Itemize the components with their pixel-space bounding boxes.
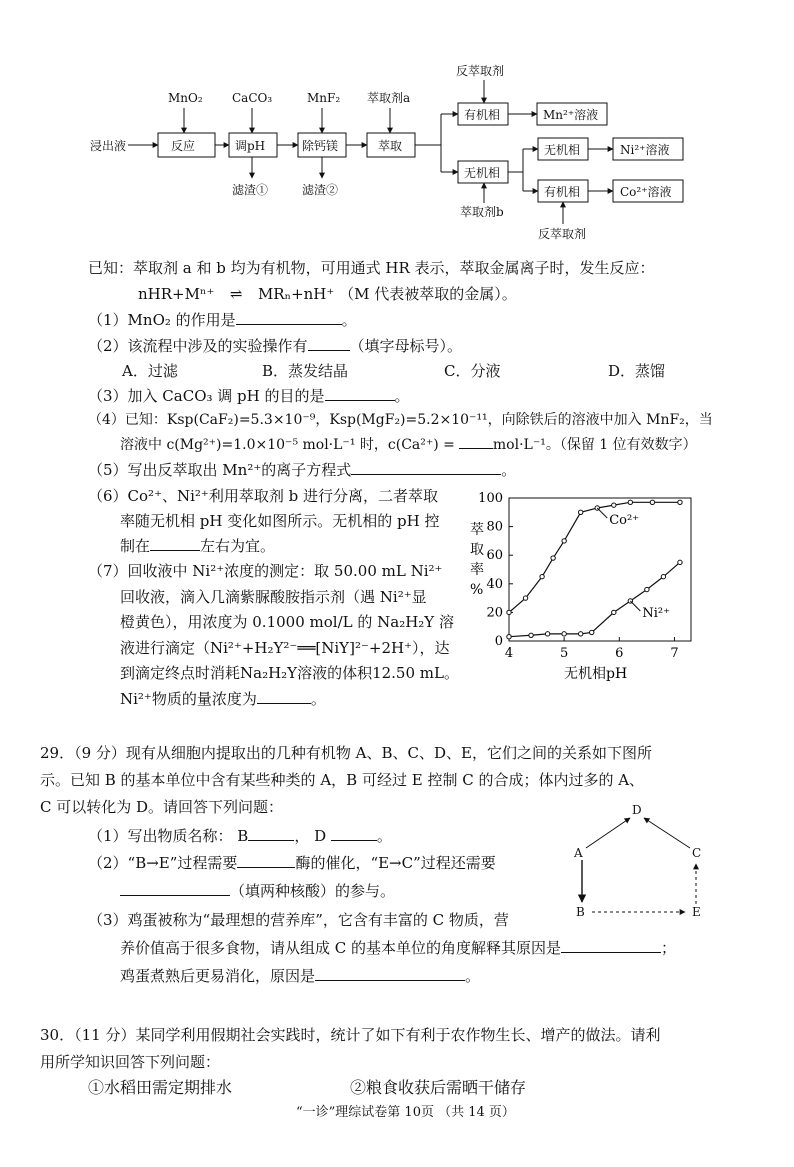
answer-blank[interactable]	[120, 881, 230, 896]
option-a: A．过滤	[122, 362, 178, 380]
q29-2a	[88, 853, 496, 873]
data-point	[612, 503, 616, 507]
box-extraction: 萃取	[378, 139, 403, 153]
organic-phase-box-2: 有机相	[544, 185, 581, 199]
x-tick-label: 6	[615, 646, 624, 661]
data-point	[529, 633, 533, 637]
q28-7f: Ni²⁺物质的量浓度为 。	[120, 690, 326, 708]
co-solution-box: Co²⁺溶液	[620, 185, 672, 199]
equation-right: MRₙ+nH⁺	[257, 285, 335, 303]
answer-blank[interactable]	[308, 336, 350, 351]
box-remove-ca-mg: 除钙镁	[302, 139, 339, 153]
data-point	[612, 610, 616, 614]
data-point	[551, 556, 555, 560]
series-label-leader	[597, 508, 607, 518]
x-tick-label: 5	[560, 646, 569, 661]
inorganic-phase-box-2: 无机相	[544, 143, 581, 157]
q28-7c: 橙黄色），用浓度为 0.1000 mol/L 的 Na₂H₂Y 溶	[120, 613, 454, 631]
q28-6c-text: 制在	[120, 537, 151, 555]
answer-blank[interactable]	[561, 938, 661, 953]
q28-4b-tail: mol·L⁻¹。（保留 1 位有效数字）	[492, 437, 697, 453]
inorganic-phase-box: 无机相	[464, 166, 501, 180]
node-d: D	[632, 803, 642, 817]
answer-blank[interactable]	[325, 386, 395, 401]
relation-diagram	[570, 800, 720, 925]
y-tick-label: 20	[486, 605, 503, 621]
answer-blank[interactable]	[257, 689, 311, 704]
q29-1-text: （1）写出物质名称： B	[88, 827, 249, 845]
q28-7f-text: Ni²⁺物质的量浓度为	[120, 690, 257, 708]
q28-1: （1）MnO₂ 的作用是 。	[88, 311, 357, 329]
data-point	[678, 560, 682, 564]
q29-3b-text: 养价值高于很多食物，请从组成 C 的基本单位的角度解释其原因是	[120, 939, 562, 957]
y-tick-label: 40	[486, 576, 503, 592]
answer-blank[interactable]	[237, 853, 295, 868]
data-point	[562, 539, 566, 543]
x-axis-label: 无机相pH	[564, 666, 628, 682]
data-point	[507, 610, 511, 614]
strip-agent-top: 反萃取剂	[456, 64, 505, 78]
q28-6a: （6）Co²⁺、Ni²⁺利用萃取剂 b 进行分离，二者萃取	[88, 487, 438, 505]
data-point	[540, 574, 544, 578]
q28-4a: （4）已知：Ksp(CaF₂)=5.3×10⁻⁹，Ksp(MgF₂)=5.2×10⁻¹¹，向除铁后的溶液中加入 MnF₂，当	[88, 412, 713, 428]
box-reaction: 反应	[171, 139, 196, 153]
flow-input-label: 浸出液	[90, 139, 127, 153]
data-point	[545, 632, 549, 636]
q28-4b-text: 溶液中 c(Mg²⁺)=1.0×10⁻⁵ mol·L⁻¹ 时，c(Ca²⁺) =	[120, 437, 455, 453]
q29-2-text: （2）“B→E”过程需要	[88, 854, 238, 872]
y-tick-label: 60	[486, 548, 503, 564]
q29-3a: （3）鸡蛋被称为“最理想的营养库”，它含有丰富的 C 物质，营	[88, 911, 509, 929]
y-tick-label: 100	[478, 491, 503, 506]
q29-2-tail: （填两种核酸）的参与。	[230, 882, 396, 900]
q29-3c-text: 鸡蛋煮熟后更易消化，原因是	[120, 967, 316, 985]
q28-7a: （7）回收液中 Ni²⁺浓度的测定：取 50.00 mL Ni²⁺	[88, 562, 443, 580]
q28-4b	[120, 434, 697, 455]
residue-2: 滤渣②	[302, 183, 339, 197]
process-flow-diagram	[0, 0, 794, 250]
data-point	[578, 632, 582, 636]
answer-blank[interactable]	[351, 460, 501, 475]
y-tick-label: 0	[494, 634, 503, 649]
q29-2-mid: 酶的催化，“E→C”过程还需要	[295, 854, 496, 872]
data-point	[628, 500, 632, 504]
answer-blank[interactable]	[150, 536, 200, 551]
answer-blank[interactable]	[236, 310, 342, 325]
q28-7b: 回收液，滴入几滴紫脲酸胺指示剂（遇 Ni²⁺显	[120, 588, 427, 606]
residue-1: 滤渣①	[232, 183, 269, 197]
ni-solution-box: Ni²⁺溶液	[620, 143, 670, 157]
q28-6b: 率随无机相 pH 变化如图所示。无机相的 pH 控	[120, 512, 440, 530]
q28-2-tail: （填字母标号）。	[349, 337, 463, 355]
node-c: C	[692, 846, 702, 860]
answer-blank[interactable]	[315, 966, 465, 981]
q29-3b-end: ；	[661, 939, 677, 957]
data-point	[507, 635, 511, 639]
data-point	[523, 596, 527, 600]
data-point	[645, 587, 649, 591]
q29-line1: 29．（9 分）现有从细胞内提取出的几种有机物 A、B、C、D、E，它们之间的关系如下图所	[40, 744, 652, 762]
extraction-rate-chart	[460, 488, 700, 688]
q30-item-2: ②粮食收获后需晒干储存	[350, 1078, 527, 1097]
node-a: A	[574, 846, 583, 860]
equation-note: （M 代表被萃取的金属）。	[339, 285, 517, 303]
option-b: B．蒸发结晶	[262, 362, 349, 380]
extractant-b-label: 萃取剂b	[460, 205, 504, 219]
data-point	[578, 510, 582, 514]
data-point	[678, 500, 682, 504]
series-label-1: Ni²⁺	[642, 605, 670, 621]
q29-3b	[120, 938, 676, 958]
node-e: E	[692, 905, 701, 919]
q28-7d: 液进行滴定（Ni²⁺+H₂Y²⁻══[NiY]²⁻+2H⁺），达	[120, 639, 450, 657]
y-tick-label: 80	[486, 519, 503, 535]
answer-blank[interactable]	[248, 826, 294, 841]
mn-solution-box: Mn²⁺溶液	[543, 108, 599, 122]
q29-3c-end: 。	[465, 967, 481, 985]
organic-phase-box: 有机相	[464, 108, 501, 122]
q28-5: （5）写出反萃取出 Mn²⁺的离子方程式 。	[88, 461, 517, 479]
answer-blank[interactable]	[331, 826, 377, 841]
q30-line2: 用所学知识回答下列问题：	[40, 1053, 221, 1071]
series-label-leader	[630, 601, 640, 611]
q29-1-end: 。	[376, 827, 392, 845]
equation-left: nHR+Mⁿ⁺	[138, 285, 215, 303]
series-line-0	[509, 502, 680, 612]
q29-line3: C 可以转化为 D。请回答下列问题：	[40, 798, 284, 816]
q28-6c-tail: 左右为宜。	[200, 537, 276, 555]
x-tick-label: 7	[670, 646, 679, 661]
data-point	[562, 632, 566, 636]
node-b: B	[576, 905, 585, 919]
q28-2-text: （2）该流程中涉及的实验操作有	[88, 337, 308, 355]
q28-6c	[120, 536, 275, 556]
q28-3-text: （3）加入 CaCO₃ 调 pH 的目的是	[88, 387, 325, 405]
q28-3: （3）加入 CaCO₃ 调 pH 的目的是 。	[88, 387, 410, 405]
q30-item-1: ①水稻田需定期排水	[88, 1078, 233, 1097]
q29-3c	[120, 966, 480, 986]
q28-2	[88, 336, 462, 356]
data-point	[650, 500, 654, 504]
q29-1-mid: ， D	[294, 827, 327, 845]
series-label-0: Co²⁺	[609, 513, 640, 529]
reagent-caco3: CaCO₃	[232, 91, 273, 105]
reagent-mno2: MnO₂	[168, 91, 203, 105]
known-condition: 已知：萃取剂 a 和 b 均为有机物，可用通式 HR 表示，萃取金属离子时，发生反应：	[88, 259, 655, 277]
series-line-1	[509, 562, 680, 636]
y-axis-label: 萃取率%	[470, 522, 484, 598]
x-tick-label: 4	[504, 646, 514, 661]
q28-1-text: （1）MnO₂ 的作用是	[88, 311, 236, 329]
reagent-extractant-a: 萃取剂a	[367, 91, 411, 105]
data-point	[661, 574, 665, 578]
option-c: C．分液	[444, 362, 501, 380]
reagent-mnf2: MnF₂	[307, 91, 341, 105]
q29-1	[88, 826, 392, 846]
q29-2b	[120, 881, 395, 901]
answer-blank[interactable]	[459, 434, 493, 449]
q29-line2: 示。已知 B 的基本单位中含有某些种类的 A，B 可经过 E 控制 C 的合成；体内过多的 A、	[40, 771, 645, 789]
q28-7e: 到滴定终点时消耗Na₂H₂Y溶液的体积12.50 mL。	[120, 664, 459, 682]
data-point	[590, 630, 594, 634]
reaction-equation	[138, 284, 517, 304]
page-footer: “一诊”理综试卷第 10页 （共 14 页）	[296, 1105, 515, 1120]
equilibrium-arrow-icon: ⇌	[229, 285, 243, 303]
option-d: D．蒸馏	[608, 362, 666, 380]
strip-agent-bottom: 反萃取剂	[538, 227, 587, 241]
box-adjust-ph: 调pH	[235, 139, 266, 153]
q28-5-text: （5）写出反萃取出 Mn²⁺的离子方程式	[88, 461, 352, 479]
q30-line1: 30．（11 分）某同学利用假期社会实践时，统计了如下有利于农作物生长、增产的做法。请利	[40, 1026, 661, 1044]
